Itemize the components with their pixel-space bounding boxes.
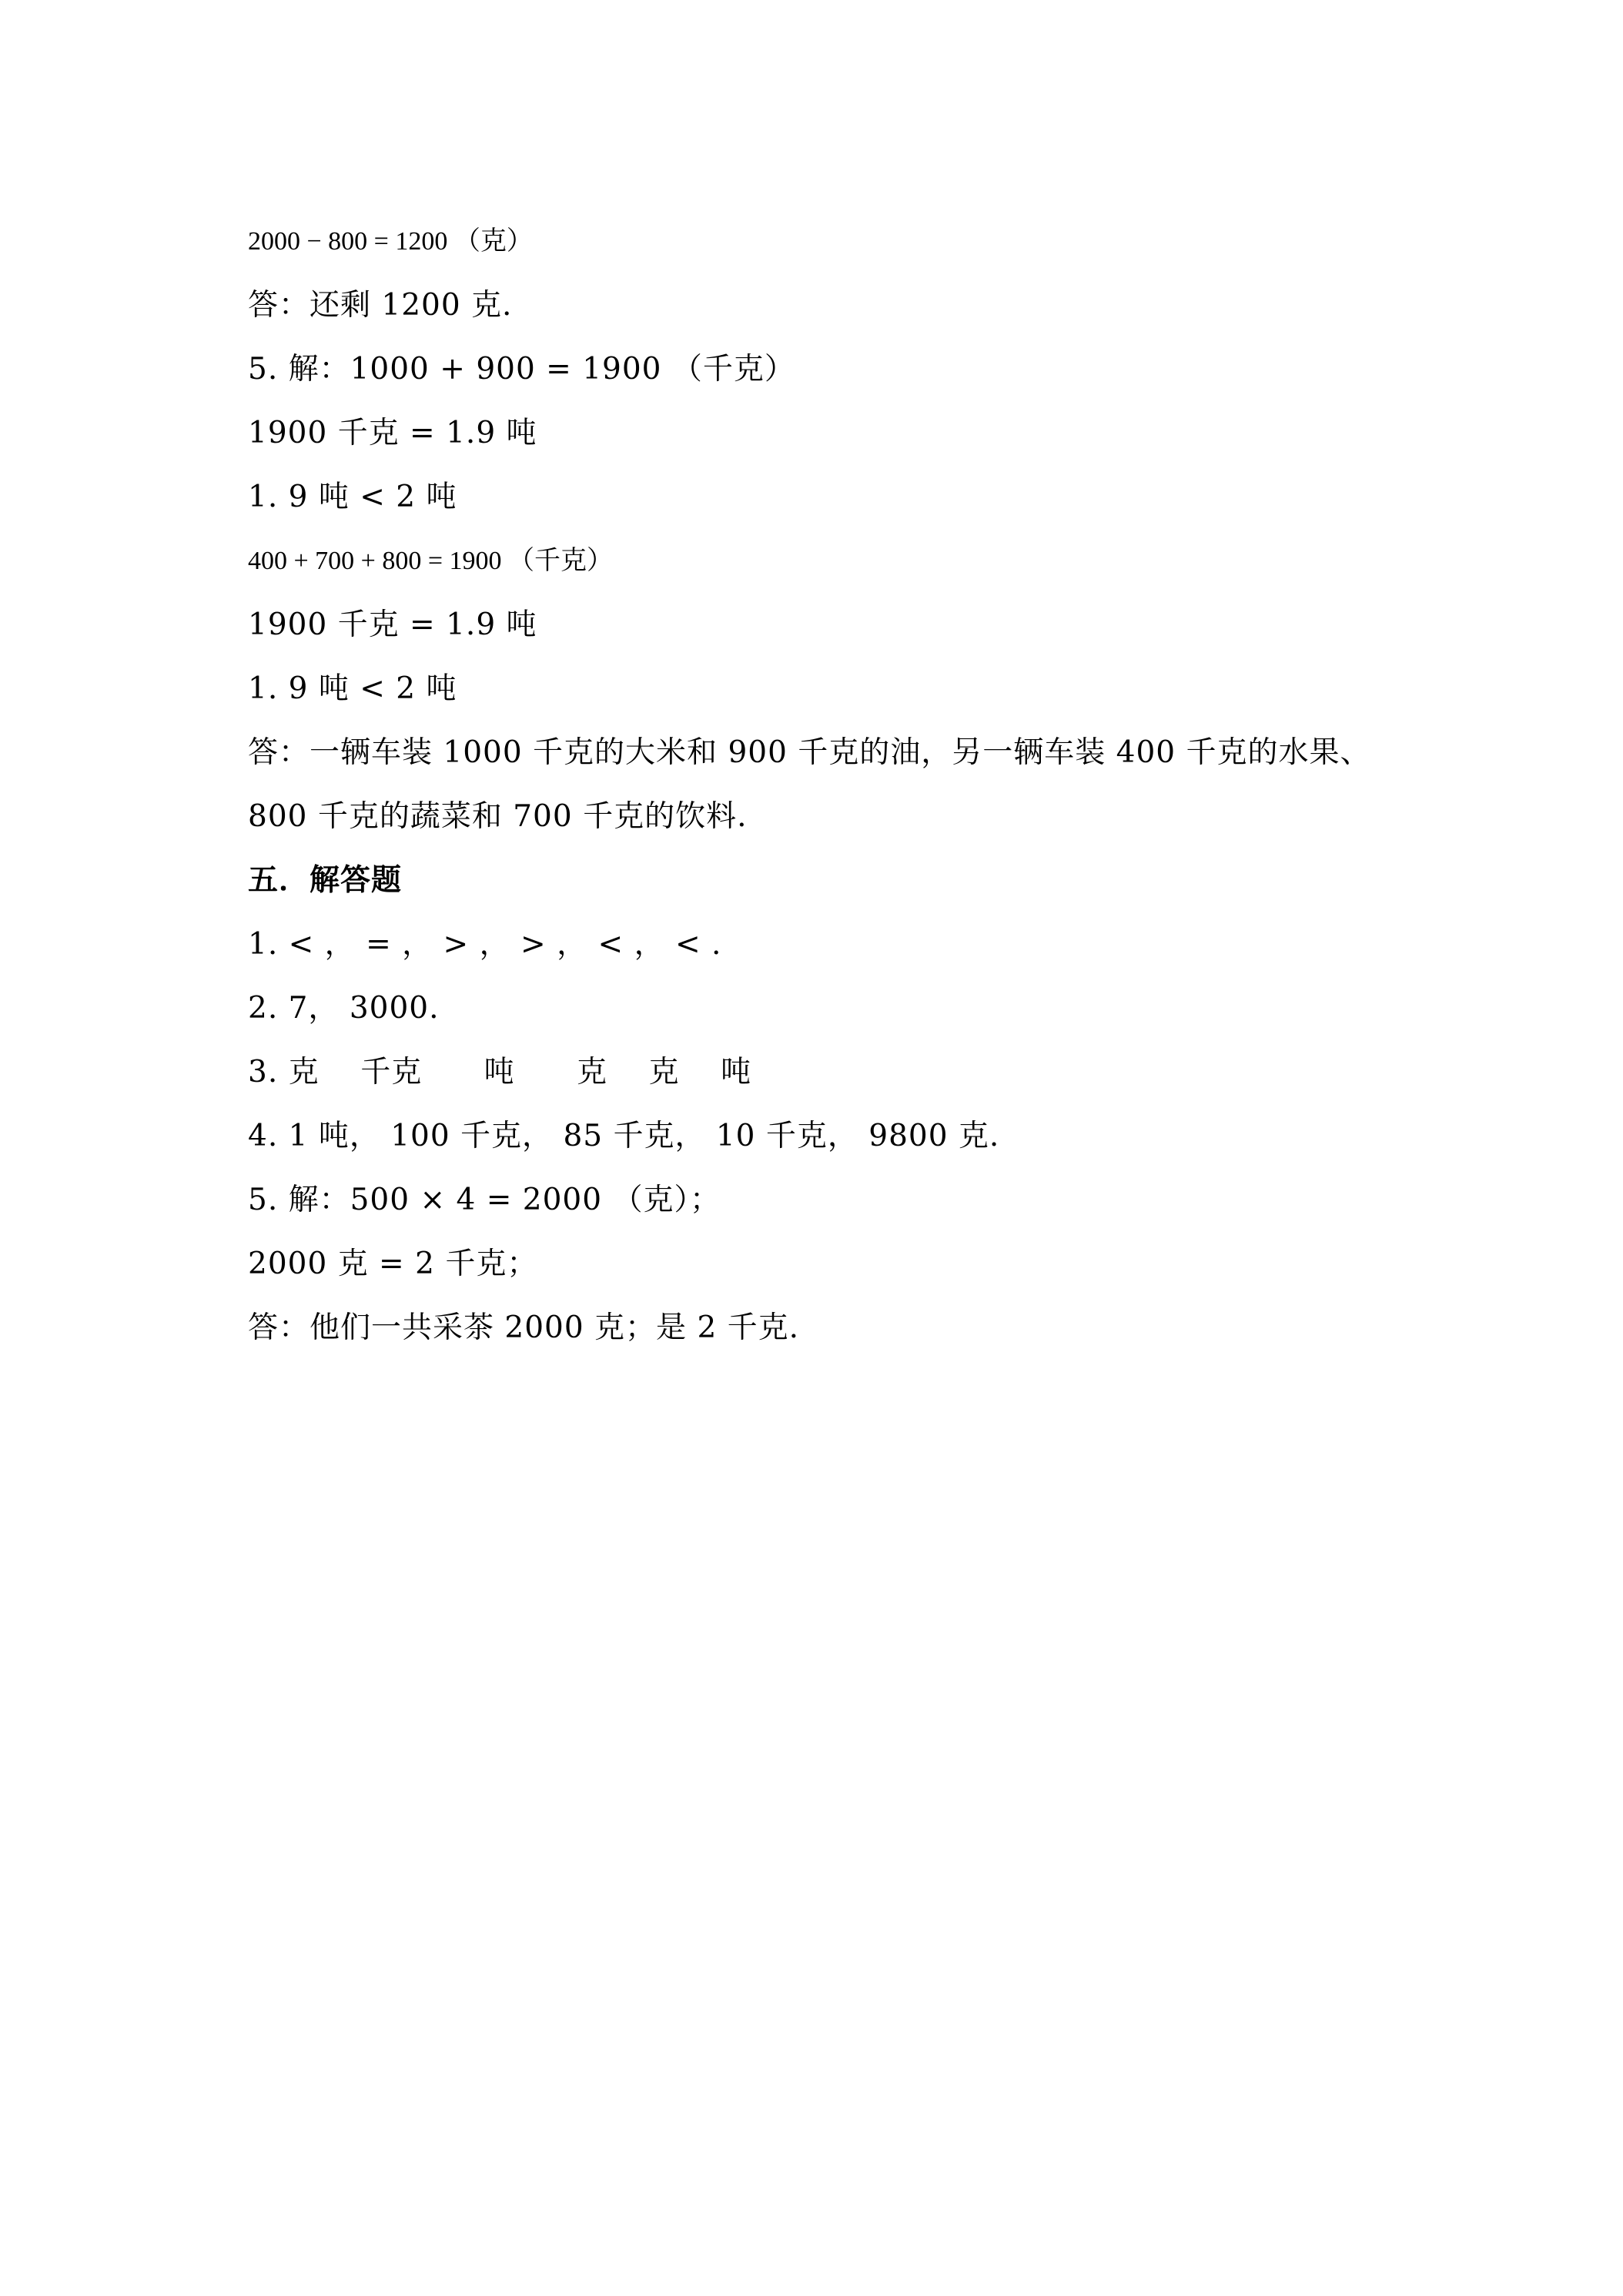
formula-line: 2000 − 800 = 1200 （克） [248,227,533,256]
answer-item-5: 5. 解：500 × 4 = 2000 （克）； [248,1183,721,1217]
formula-line: 400 + 700 + 800 = 1900 （千克） [248,547,614,575]
conversion-line: 2000 克 = 2 千克； [248,1247,538,1281]
section-heading: 五．解答题 [248,863,403,898]
answer-item-4: 4. 1 吨， 100 千克， 85 千克， 10 千克， 9800 克. [248,1119,1000,1153]
answer-item-1: 1. < ， = ， > ， > ， < ， < . [248,927,722,962]
answer-item-3: 3. 克 千克 吨 克 克 吨 [248,1055,752,1089]
answer-line: 答：一辆车装 1000 千克的大米和 900 千克的油，另一辆车装 400 千克的水果、 [248,735,1371,770]
answer-line: 答：还剩 1200 克. [248,288,513,323]
answer-line: 答：他们一共采茶 2000 克；是 2 千克. [248,1310,800,1345]
answer-content [248,209,1403,1360]
answer-item-2: 2. 7， 3000. [248,991,440,1026]
solution-line: 5. 解：1000 + 900 = 1900 （千克） [248,352,795,387]
comparison-line: 1. 9 吨 < 2 吨 [248,480,457,514]
conversion-line: 1900 千克 = 1.9 吨 [248,416,537,450]
answer-continuation-line: 800 千克的蔬菜和 700 千克的饮料. [248,799,748,834]
conversion-line: 1900 千克 = 1.9 吨 [248,607,537,642]
comparison-line: 1. 9 吨 < 2 吨 [248,671,457,706]
